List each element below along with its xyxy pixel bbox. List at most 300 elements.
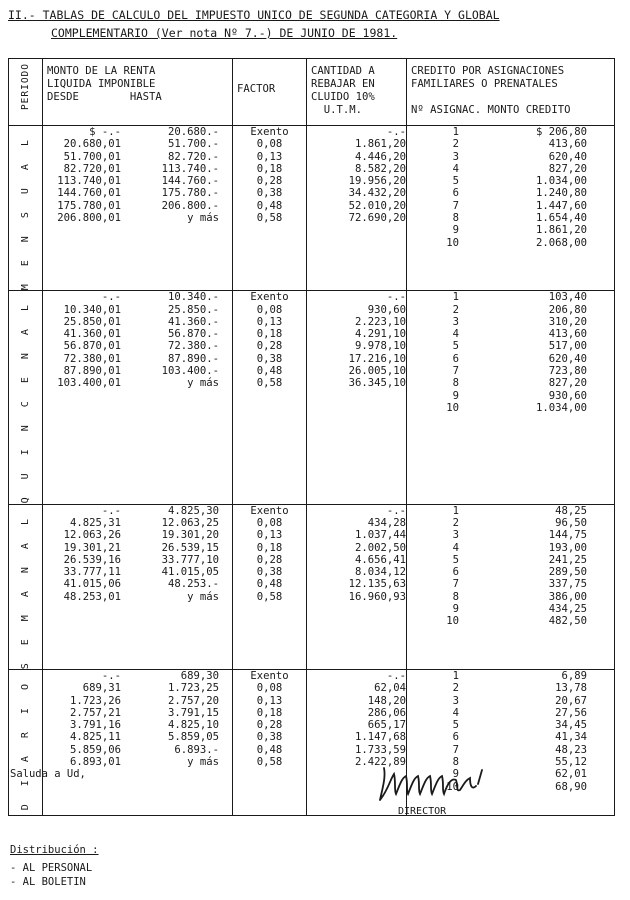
desde-value: 51.700,01 bbox=[63, 150, 121, 163]
table-row bbox=[43, 707, 232, 719]
table-row bbox=[43, 578, 232, 590]
table-row bbox=[407, 377, 614, 389]
table-row bbox=[233, 340, 306, 352]
monto-credito-value: 482,50 bbox=[548, 615, 587, 628]
factor-value: 0,58 bbox=[256, 212, 283, 225]
factor-value: Exento bbox=[250, 291, 289, 304]
factor-value: Exento bbox=[250, 126, 289, 138]
table-row bbox=[307, 554, 406, 566]
table-row bbox=[233, 390, 306, 402]
monto-credito-value: 1.034,00 bbox=[535, 175, 587, 188]
desde-value: 82.720,01 bbox=[63, 162, 121, 175]
table-row bbox=[43, 682, 232, 694]
desde-value: 41.015,06 bbox=[63, 578, 121, 591]
table-row bbox=[307, 670, 406, 682]
factor-value: 0,28 bbox=[256, 175, 283, 188]
factor-value: 0,28 bbox=[256, 553, 283, 566]
asignacion-value: 10 bbox=[446, 615, 459, 628]
desde-value: 56.870,01 bbox=[63, 340, 121, 353]
title-line-1: II.- TABLAS DE CALCULO DEL IMPUESTO UNICO DE SEGUNDA CATEGORIA Y GLOBAL bbox=[8, 8, 500, 22]
table-row bbox=[407, 328, 614, 340]
desde-value: 10.340,01 bbox=[63, 303, 121, 316]
table-row bbox=[407, 517, 614, 529]
table-row bbox=[43, 138, 232, 150]
table-row bbox=[43, 615, 232, 627]
cantidad-value: 1.037,44 bbox=[354, 529, 406, 542]
table-row bbox=[233, 200, 306, 212]
table-row bbox=[407, 365, 614, 377]
factor-value: 0,58 bbox=[256, 756, 283, 768]
hasta-value: y más bbox=[187, 212, 219, 225]
table-row bbox=[307, 707, 406, 719]
factor-value: 0,38 bbox=[256, 352, 283, 365]
asignacion-value: 7 bbox=[452, 578, 459, 591]
table-row bbox=[407, 615, 614, 627]
table-row bbox=[407, 566, 614, 578]
table-row bbox=[233, 505, 306, 517]
table-row bbox=[307, 695, 406, 707]
table-row bbox=[307, 744, 406, 756]
factor-value: 0,08 bbox=[256, 303, 283, 316]
table-row bbox=[407, 682, 614, 694]
factor-cell bbox=[233, 669, 307, 815]
table-row bbox=[233, 566, 306, 578]
credito-cell bbox=[407, 291, 615, 504]
table-row bbox=[307, 402, 406, 414]
table-row bbox=[43, 603, 232, 615]
hasta-value: 87.890.- bbox=[167, 352, 219, 365]
hasta-value: 25.850.- bbox=[167, 303, 219, 316]
monto-credito-value: 434,25 bbox=[548, 603, 587, 616]
asignacion-value: 1 bbox=[452, 291, 459, 304]
asignacion-value: 5 bbox=[452, 340, 459, 353]
hasta-value: 113.740.- bbox=[161, 162, 219, 175]
table-row bbox=[407, 719, 614, 731]
table-row bbox=[233, 138, 306, 150]
hasta-value: 10.340.- bbox=[167, 291, 219, 304]
table-row bbox=[43, 353, 232, 365]
asignacion-value: 3 bbox=[452, 315, 459, 328]
factor-value: 0,18 bbox=[256, 541, 283, 554]
cantidad-value: 4.446,20 bbox=[354, 150, 406, 163]
table-row bbox=[43, 719, 232, 731]
hasta-value: 82.720.- bbox=[167, 150, 219, 163]
period-label: M E N S U A L bbox=[20, 134, 31, 291]
desde-value: 6.893,01 bbox=[69, 756, 121, 768]
table-row bbox=[233, 402, 306, 414]
asignacion-value: 8 bbox=[452, 377, 459, 390]
table-row bbox=[43, 175, 232, 187]
table-row bbox=[43, 365, 232, 377]
table-row bbox=[407, 353, 614, 365]
monto-credito-value: 1.240,80 bbox=[535, 187, 587, 200]
factor-value: 0,18 bbox=[256, 706, 283, 719]
table-row bbox=[233, 554, 306, 566]
title-line-2: COMPLEMENTARIO (Ver nota Nº 7.-) DE JUNIO DE 1981. bbox=[51, 26, 398, 40]
asignacion-value: 9 bbox=[452, 389, 459, 402]
desde-value: 48.253,01 bbox=[63, 590, 121, 603]
table-row bbox=[43, 316, 232, 328]
monto-credito-value: 1.861,20 bbox=[535, 224, 587, 237]
table-row bbox=[407, 224, 614, 236]
section-1 bbox=[9, 291, 615, 504]
desde-value: 25.850,01 bbox=[63, 315, 121, 328]
monto-credito-value: 2.068,00 bbox=[535, 236, 587, 249]
desde-value: 113.740,01 bbox=[57, 175, 121, 188]
table-row bbox=[307, 126, 406, 138]
asignacion-value: 6 bbox=[452, 352, 459, 365]
section-2 bbox=[9, 504, 615, 669]
factor-value: 0,48 bbox=[256, 199, 283, 212]
table-row bbox=[407, 316, 614, 328]
cantidad-value: 8.034,12 bbox=[354, 566, 406, 579]
asignacion-value: 7 bbox=[452, 743, 459, 756]
monto-credito-value: 723,80 bbox=[548, 365, 587, 378]
table-row bbox=[43, 237, 232, 249]
desde-value: -.- bbox=[101, 504, 121, 517]
hasta-value: 56.870.- bbox=[167, 328, 219, 341]
hasta-value: 72.380.- bbox=[167, 340, 219, 353]
table-row bbox=[43, 377, 232, 389]
factor-value: 0,28 bbox=[256, 340, 283, 353]
monto-credito-value: 6,89 bbox=[561, 669, 587, 682]
hasta-value: 4.825,30 bbox=[167, 504, 219, 517]
table-row bbox=[407, 707, 614, 719]
desde-value: 33.777,11 bbox=[63, 566, 121, 579]
hasta-value: 144.760.- bbox=[161, 175, 219, 188]
hasta-value: 33.777,10 bbox=[161, 553, 219, 566]
factor-value: 0,48 bbox=[256, 365, 283, 378]
desde-value: 175.780,01 bbox=[57, 199, 121, 212]
table-row bbox=[233, 603, 306, 615]
table-row bbox=[407, 731, 614, 743]
table-row bbox=[407, 304, 614, 316]
table-row bbox=[233, 377, 306, 389]
asignacion-value: 9 bbox=[452, 224, 459, 237]
cantidad-value: 17.216,10 bbox=[348, 352, 406, 365]
asignacion-value: 6 bbox=[452, 187, 459, 200]
monto-credito-value: 34,45 bbox=[555, 719, 587, 732]
table-row bbox=[407, 695, 614, 707]
table-row bbox=[43, 187, 232, 199]
section-3 bbox=[9, 669, 615, 815]
asignacion-value: 2 bbox=[452, 138, 459, 151]
cantidad-value: 2.422,89 bbox=[354, 756, 406, 768]
table-row bbox=[43, 517, 232, 529]
table-row bbox=[307, 212, 406, 224]
table-row bbox=[407, 212, 614, 224]
desde-value: 1.723,26 bbox=[69, 694, 121, 707]
table-row bbox=[407, 591, 614, 603]
table-row bbox=[43, 390, 232, 402]
table-row bbox=[233, 731, 306, 743]
table-row bbox=[233, 291, 306, 303]
cantidad-value: 1.147,68 bbox=[354, 731, 406, 744]
cantidad-value: -.- bbox=[386, 291, 406, 304]
table-row bbox=[233, 237, 306, 249]
table-row bbox=[307, 505, 406, 517]
cantidad-cell bbox=[307, 504, 407, 669]
table-row bbox=[407, 670, 614, 682]
asignacion-value: 1 bbox=[452, 669, 459, 682]
table-row bbox=[233, 126, 306, 138]
table-row bbox=[43, 781, 232, 793]
monto-credito-value: 193,00 bbox=[548, 541, 587, 554]
monto-credito-value: 241,25 bbox=[548, 553, 587, 566]
desde-value: -.- bbox=[101, 291, 121, 304]
table-row bbox=[407, 175, 614, 187]
desde-value: 2.757,21 bbox=[69, 706, 121, 719]
desde-value: 3.791,16 bbox=[69, 719, 121, 732]
factor-value: 0,58 bbox=[256, 377, 283, 390]
table-row bbox=[407, 578, 614, 590]
table-row bbox=[233, 682, 306, 694]
cantidad-value: 19.956,20 bbox=[348, 175, 406, 188]
factor-value: 0,08 bbox=[256, 682, 283, 695]
factor-value: 0,38 bbox=[256, 566, 283, 579]
monto-credito-value: 144,75 bbox=[548, 529, 587, 542]
hasta-value: 19.301,20 bbox=[161, 529, 219, 542]
monto-credito-value: 103,40 bbox=[548, 291, 587, 304]
asignacion-value: 6 bbox=[452, 566, 459, 579]
table-row bbox=[407, 402, 614, 414]
factor-value: 0,58 bbox=[256, 590, 283, 603]
table-row bbox=[43, 340, 232, 352]
cantidad-value: 36.345,10 bbox=[348, 377, 406, 390]
table-row bbox=[233, 707, 306, 719]
asignacion-value: 3 bbox=[452, 694, 459, 707]
asignacion-value: 10 bbox=[446, 780, 459, 793]
monto-credito-value: 1.654,40 bbox=[535, 212, 587, 225]
table-row bbox=[43, 744, 232, 756]
table-row bbox=[407, 542, 614, 554]
cantidad-value: 930,60 bbox=[367, 303, 406, 316]
monto-credito-value: 48,25 bbox=[555, 504, 587, 517]
header-credito-label: CREDITO POR ASIGNACIONES FAMILIARES O PRENATALES Nº ASIGNAC. MONTO CREDITO bbox=[411, 65, 571, 116]
period-cell bbox=[9, 126, 43, 291]
table-row bbox=[307, 138, 406, 150]
table-row bbox=[307, 163, 406, 175]
hasta-value: 103.400.- bbox=[161, 365, 219, 378]
section-0 bbox=[9, 126, 615, 291]
table-row bbox=[233, 517, 306, 529]
factor-value: 0,38 bbox=[256, 731, 283, 744]
asignacion-value: 2 bbox=[452, 516, 459, 529]
table-row bbox=[233, 304, 306, 316]
table-row bbox=[43, 163, 232, 175]
monto-cell bbox=[43, 291, 233, 504]
table-row bbox=[307, 328, 406, 340]
table-row bbox=[307, 340, 406, 352]
asignacion-value: 4 bbox=[452, 328, 459, 341]
cantidad-cell bbox=[307, 126, 407, 291]
table-row bbox=[307, 591, 406, 603]
table-row bbox=[407, 603, 614, 615]
table-row bbox=[407, 187, 614, 199]
monto-credito-value: 41,34 bbox=[555, 731, 587, 744]
desde-value: -.- bbox=[101, 669, 121, 682]
desde-value: 19.301,21 bbox=[63, 541, 121, 554]
table-row bbox=[407, 163, 614, 175]
monto-credito-value: 413,60 bbox=[548, 328, 587, 341]
header-cantidad-label: CANTIDAD A REBAJAR EN CLUIDO 10% U.T.M. bbox=[311, 65, 375, 116]
period-cell bbox=[9, 669, 43, 815]
table-row bbox=[307, 175, 406, 187]
cantidad-value: 34.432,20 bbox=[348, 187, 406, 200]
table-row bbox=[43, 542, 232, 554]
table-row bbox=[233, 175, 306, 187]
table-row bbox=[407, 237, 614, 249]
cantidad-value: 2.002,50 bbox=[354, 541, 406, 554]
table-row bbox=[307, 529, 406, 541]
table-row bbox=[43, 695, 232, 707]
table-row bbox=[233, 151, 306, 163]
header-monto-label: MONTO DE LA RENTA LIQUIDA IMPONIBLE DESDE HASTA bbox=[47, 65, 162, 103]
table-row bbox=[233, 695, 306, 707]
distribution-item-2: - AL BOLETIN bbox=[10, 876, 86, 888]
table-row bbox=[407, 340, 614, 352]
table-row bbox=[233, 578, 306, 590]
cantidad-value: 1.861,20 bbox=[354, 138, 406, 151]
table-row bbox=[43, 126, 232, 138]
table-row bbox=[43, 566, 232, 578]
monto-credito-value: 620,40 bbox=[548, 352, 587, 365]
table-row bbox=[43, 151, 232, 163]
asignacion-value: 5 bbox=[452, 719, 459, 732]
table-row bbox=[43, 670, 232, 682]
desde-value: $ -.- bbox=[89, 126, 121, 138]
hasta-value: 3.791,15 bbox=[167, 706, 219, 719]
cantidad-value: 1.733,59 bbox=[354, 743, 406, 756]
table-row bbox=[233, 163, 306, 175]
table-row bbox=[307, 291, 406, 303]
asignacion-value: 6 bbox=[452, 731, 459, 744]
factor-value: 0,13 bbox=[256, 150, 283, 163]
monto-credito-value: 827,20 bbox=[548, 377, 587, 390]
table-row bbox=[43, 224, 232, 236]
distribution-title: Distribución : bbox=[10, 844, 99, 856]
asignacion-value: 5 bbox=[452, 175, 459, 188]
cantidad-value: 26.005,10 bbox=[348, 365, 406, 378]
table-row bbox=[43, 554, 232, 566]
hasta-value: 1.723,25 bbox=[167, 682, 219, 695]
table-row bbox=[307, 578, 406, 590]
desde-value: 4.825,31 bbox=[69, 516, 121, 529]
hasta-value: 12.063,25 bbox=[161, 516, 219, 529]
desde-value: 103.400,01 bbox=[57, 377, 121, 390]
table-row bbox=[307, 316, 406, 328]
desde-value: 689,31 bbox=[82, 682, 121, 695]
header-credito bbox=[407, 59, 615, 126]
table-row bbox=[307, 377, 406, 389]
desde-value: 144.760,01 bbox=[57, 187, 121, 200]
factor-value: 0,13 bbox=[256, 315, 283, 328]
asignacion-value: 10 bbox=[446, 236, 459, 249]
table-row bbox=[307, 365, 406, 377]
asignacion-value: 9 bbox=[452, 603, 459, 616]
table-row bbox=[43, 731, 232, 743]
desde-value: 20.680,01 bbox=[63, 138, 121, 151]
asignacion-value: 4 bbox=[452, 541, 459, 554]
header-factor-label: FACTOR bbox=[237, 83, 276, 95]
factor-value: 0,18 bbox=[256, 328, 283, 341]
desde-value: 4.825,11 bbox=[69, 731, 121, 744]
cantidad-value: 148,20 bbox=[367, 694, 406, 707]
asignacion-value: 2 bbox=[452, 682, 459, 695]
table-row bbox=[43, 756, 232, 768]
table-row bbox=[407, 151, 614, 163]
header-factor bbox=[233, 59, 307, 126]
hasta-value: 26.539,15 bbox=[161, 541, 219, 554]
monto-credito-value: 27,56 bbox=[555, 706, 587, 719]
asignacion-value: 7 bbox=[452, 199, 459, 212]
table-row bbox=[307, 304, 406, 316]
monto-credito-value: 620,40 bbox=[548, 150, 587, 163]
table-row bbox=[43, 200, 232, 212]
factor-value: 0,28 bbox=[256, 719, 283, 732]
tax-table bbox=[8, 58, 615, 816]
period-label: D I A R I O bbox=[20, 677, 31, 811]
monto-credito-value: 930,60 bbox=[548, 389, 587, 402]
table-row bbox=[307, 390, 406, 402]
asignacion-value: 1 bbox=[452, 126, 459, 138]
cantidad-value: -.- bbox=[386, 504, 406, 517]
table-row bbox=[233, 768, 306, 780]
table-row bbox=[307, 224, 406, 236]
table-row bbox=[407, 744, 614, 756]
hasta-value: 20.680.- bbox=[167, 126, 219, 138]
table-row bbox=[307, 603, 406, 615]
table-row bbox=[43, 591, 232, 603]
asignacion-value: 2 bbox=[452, 303, 459, 316]
table-row bbox=[233, 353, 306, 365]
monto-credito-value: 517,00 bbox=[548, 340, 587, 353]
table-row bbox=[307, 682, 406, 694]
cantidad-value: -.- bbox=[386, 126, 406, 138]
table-row bbox=[307, 719, 406, 731]
monto-cell bbox=[43, 126, 233, 291]
table-row bbox=[407, 390, 614, 402]
table-row bbox=[307, 731, 406, 743]
desde-value: 72.380,01 bbox=[63, 352, 121, 365]
asignacion-value: 3 bbox=[452, 150, 459, 163]
monto-credito-value: 310,20 bbox=[548, 315, 587, 328]
asignacion-value: 8 bbox=[452, 590, 459, 603]
period-label: S E M A N A L bbox=[20, 512, 31, 669]
credito-cell bbox=[407, 126, 615, 291]
monto-credito-value: 289,50 bbox=[548, 566, 587, 579]
header-row bbox=[9, 59, 615, 126]
factor-value: 0,08 bbox=[256, 138, 283, 151]
asignacion-value: 1 bbox=[452, 504, 459, 517]
hasta-value: 48.253.- bbox=[167, 578, 219, 591]
monto-credito-value: 62,01 bbox=[555, 768, 587, 781]
table-row bbox=[233, 591, 306, 603]
monto-cell bbox=[43, 504, 233, 669]
header-periodo-label: PERIODO bbox=[20, 63, 31, 111]
hasta-value: 2.757,20 bbox=[167, 694, 219, 707]
header-monto bbox=[43, 59, 233, 126]
table-row bbox=[233, 328, 306, 340]
hasta-value: y más bbox=[187, 590, 219, 603]
asignacion-value: 8 bbox=[452, 212, 459, 225]
asignacion-value: 7 bbox=[452, 365, 459, 378]
table-row bbox=[307, 353, 406, 365]
hasta-value: 51.700.- bbox=[167, 138, 219, 151]
monto-credito-value: 13,78 bbox=[555, 682, 587, 695]
header-periodo bbox=[9, 59, 43, 126]
table-row bbox=[43, 529, 232, 541]
